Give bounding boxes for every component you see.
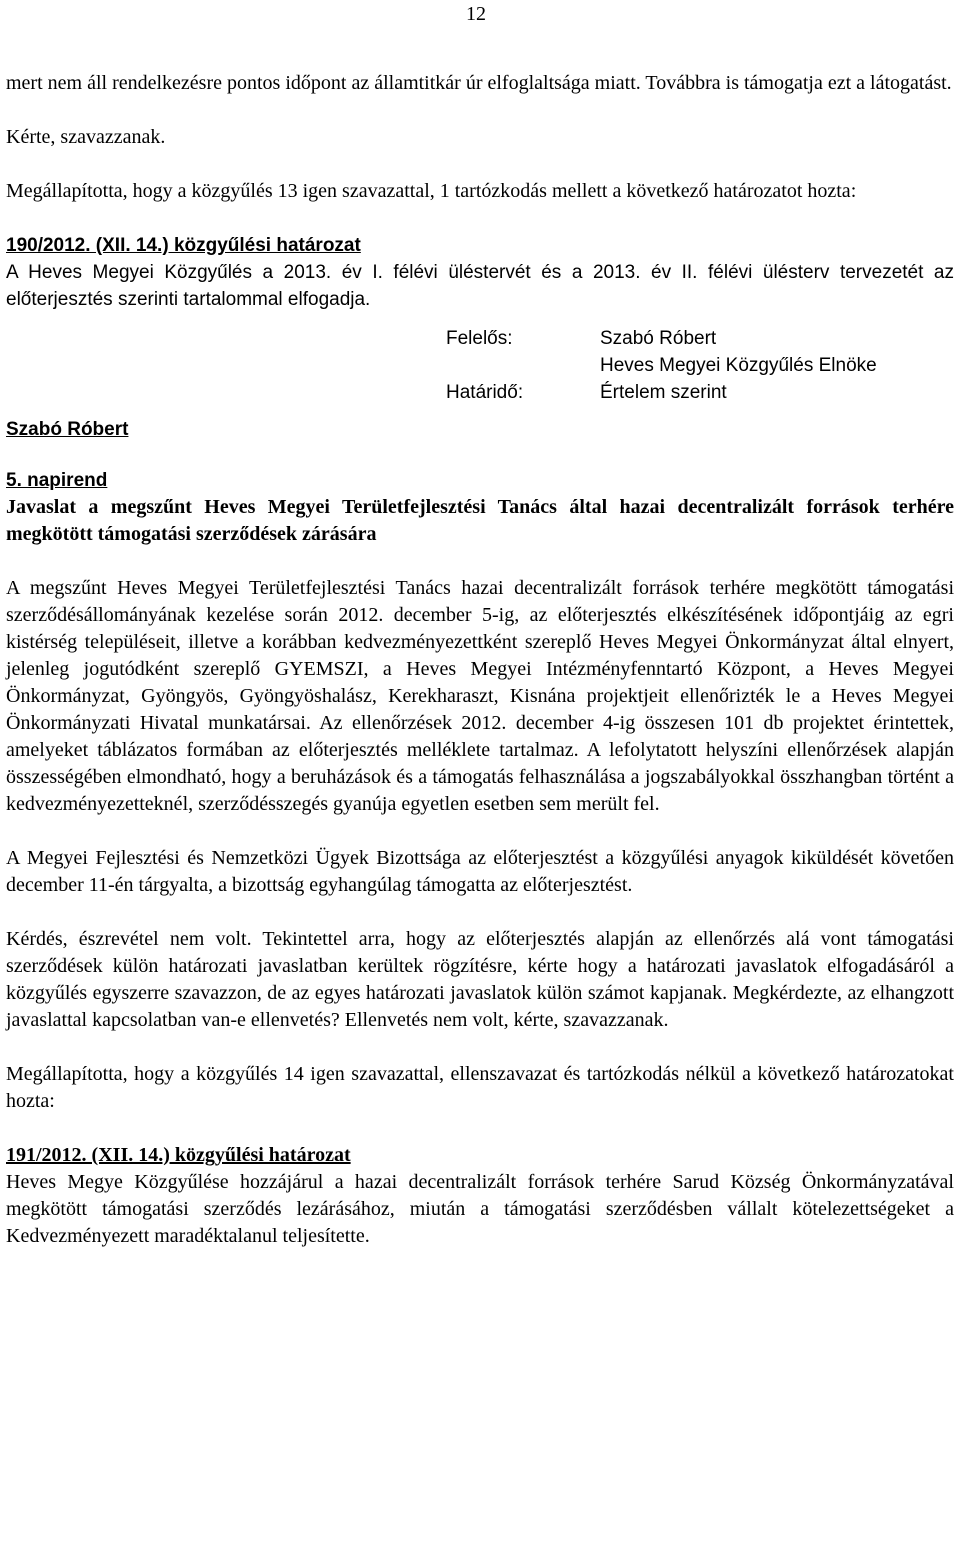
paragraph: Megállapította, hogy a közgyűlés 14 igen szavazattal, ellenszavazat és tartózkodás nélkül a következő határozatokat hozta: [6,1063,954,1112]
resolution-title [6,232,954,259]
paragraph: A Megyei Fejlesztési és Nemzetközi Ügyek Bizottsága az előterjesztést a közgyűlési anyagok kiküldését követően december 11-én tárgyalta, a bizottság egyhangúlag támogatta az előterjesztést. [6,847,954,896]
paragraph: mert nem áll rendelkezésre pontos időpont az államtitkár úr elfoglaltsága miatt. Továbbra is támogatja ezt a látogatást. [6,72,952,94]
responsibility-block [446,325,954,406]
paragraph: Kérdés, észrevétel nem volt. Tekintettel arra, hogy az előterjesztés alapján az ellenőrzés alá vont támogatási szerződések külön határozati javaslatban kerültek rögzítésre, kérte hogy a határozati javaslatok elfogadásáról a közgyűlés egyszerre szavazzon, de az egyes határozati javaslatok külön számot kapjanak. Megkérdezte, az elhangzott javaslattal kapcsolatban van-e ellenvetés? Ellenvetés nem volt, kérte, szavazzanak. [6,928,954,1031]
agenda-heading [6,467,954,548]
signer-name: Szabó Róbert [6,419,129,440]
deadline-value: Értelem szerint [600,382,727,403]
resolution-title-text: 191/2012. (XII. 14.) közgyűlési határozat [6,1144,351,1166]
resolution-text: A Heves Megyei Közgyűlés a 2013. év I. félévi üléstervét és a 2013. év II. félévi ülésterv tervezetét az előterjesztés szerinti tartalommal elfogadja. [6,262,954,310]
deadline-row [446,379,954,406]
signer-block [6,416,954,443]
responsible-name: Szabó Róbert [600,328,717,349]
paragraph: Kérte, szavazzanak. [6,126,166,148]
responsible-role: Heves Megyei Közgyűlés Elnöke [600,355,877,376]
document-content [6,70,954,1250]
responsible-label: Felelős: [446,328,513,349]
deadline-label: Határidő: [446,382,524,403]
paragraph: Megállapította, hogy a közgyűlés 13 igen szavazattal, 1 tartózkodás mellett a következő határozatot hozta: [6,180,857,202]
resolution-text: Heves Megye Közgyűlése hozzájárul a hazai decentralizált források terhére Sarud Község Önkormányzatával megkötött támogatási szerződés lezárásához, miután a támogatási szerződésben vállalt kötelezettségeket a Kedvezményezett maradéktalanul teljesítette. [6,1171,954,1247]
paragraph: A megszűnt Heves Megyei Területfejlesztési Tanács hazai decentralizált források terhére megkötött támogatási szerződésállományának kezelése során 2012. december 5-ig, az előterjesztés elkészítésének időpontjáig az egri kistérség településeit, illetve a korábban kedvezményezettként szereplő Heves Megyei Önkormányzat által elnyert, jelenleg jogutódként szereplő GYEMSZI, a Heves Megyei Intézményfenntartó Központ, a Heves Megyei Önkormányzat, Gyöngyös, Gyöngyöshalász, Kerekharaszt, Kisnána projektjeit ellenőrizték le a Heves Megyei Önkormányzati Hivatal munkatársai. Az ellenőrzések 2012. december 4-ig összesen 101 db projektet érintettek, amelyeket táblázatos formában az előterjesztés melléklete tartalmaz. A lefolytatott helyszíni ellenőrzések alapján összességében elmondható, hogy a beruházások és a támogatás felhasználása a jogszabályokkal összhangban történt a kedvezményezetteknél, szerződésszegés gyanúja egyetlen esetben sem merült fel. [6,577,954,815]
agenda-title: Javaslat a megszűnt Heves Megyei Területfejlesztési Tanács által hazai decentralizált források terhére megkötött támogatási szerződések zárására [6,496,954,545]
responsible-row [446,325,954,352]
resolution-title-text: 190/2012. (XII. 14.) közgyűlési határozat [6,235,361,256]
agenda-number: 5. napirend [6,470,108,491]
responsible-role-row [446,352,954,379]
page-number: 12 [466,3,486,25]
resolution-title [6,1142,954,1169]
